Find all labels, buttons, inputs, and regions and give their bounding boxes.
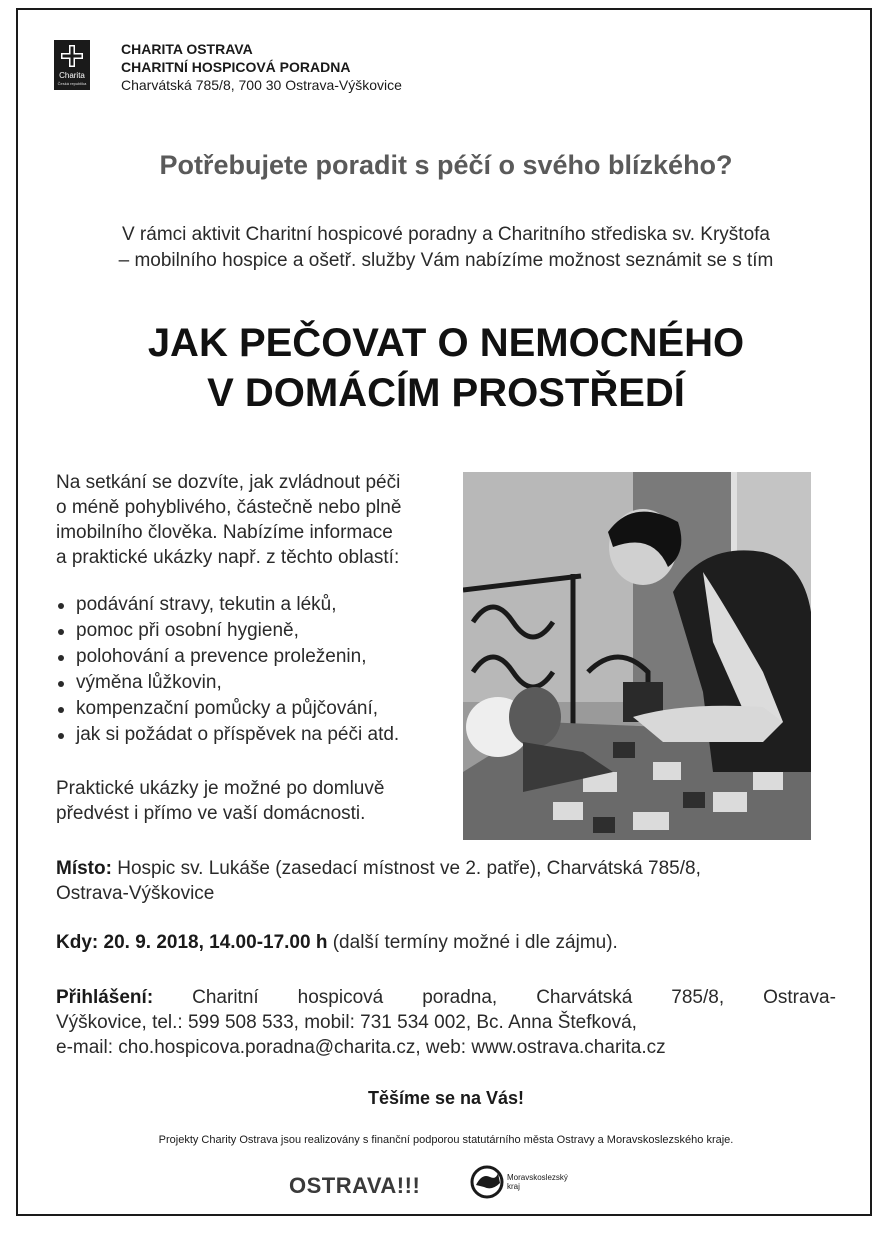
kraj-name bbox=[507, 1173, 568, 1191]
when-label: Kdy: 20. 9. 2018, 14.00-17.00 h bbox=[56, 932, 328, 953]
signup-word: 785/8, bbox=[671, 987, 725, 1008]
organization-block bbox=[121, 40, 402, 94]
title-line-1: JAK PEČOVAT O NEMOCNÉHO bbox=[147, 321, 745, 365]
list-item bbox=[56, 670, 456, 696]
bullet-icon bbox=[58, 733, 64, 739]
signup-word: poradna, bbox=[422, 987, 498, 1008]
kraj-line-2: kraj bbox=[507, 1182, 520, 1191]
moravskoslezsky-kraj-logo bbox=[470, 1163, 580, 1201]
org-name: CHARITA OSTRAVA bbox=[121, 41, 253, 57]
practical-paragraph bbox=[56, 776, 456, 826]
signup-word: Charitní bbox=[192, 987, 259, 1008]
bullet-icon bbox=[58, 603, 64, 609]
place-info bbox=[56, 856, 836, 906]
place-text: Hospic sv. Lukáše (zasedací místnost ve 2. patře), Charvátská 785/8, bbox=[111, 858, 701, 879]
title-line-2: V DOMÁCÍM PROSTŘEDÍ bbox=[207, 371, 685, 415]
question-heading: Potřebujete poradit s péčí o svého blízkého? bbox=[159, 150, 733, 180]
place-text-2: Ostrava-Výškovice bbox=[56, 883, 215, 904]
list-item-text: kompenzační pomůcky a půjčování, bbox=[76, 698, 379, 719]
caregiver-photo bbox=[463, 472, 811, 840]
signup-info bbox=[56, 985, 836, 1060]
org-unit: CHARITNÍ HOSPICOVÁ PORADNA bbox=[121, 59, 351, 75]
practical-line-2: předvést i přímo ve vaší domácnosti. bbox=[56, 803, 366, 824]
signup-word: hospicová bbox=[297, 987, 384, 1008]
charita-logo bbox=[54, 40, 90, 90]
list-item bbox=[56, 696, 456, 722]
kraj-line-1: Moravskoslezský bbox=[507, 1173, 568, 1182]
intro-line-1: V rámci aktivit Charitní hospicové poradny a Charitního střediska sv. Kryštofa bbox=[121, 224, 771, 245]
list-item-text: podávání stravy, tekutin a léků, bbox=[76, 594, 337, 615]
list-item-text: pomoc při osobní hygieně, bbox=[76, 620, 299, 641]
logo-text: Charita bbox=[59, 71, 85, 80]
lead-line-4: a praktické ukázky např. z těchto oblastí: bbox=[56, 547, 400, 568]
lead-line-1: Na setkání se dozvíte, jak zvládnout péči bbox=[56, 472, 401, 493]
funding-note: Projekty Charity Ostrava jsou realizovány s finanční podporou statutárního města Ostravy a Moravskoslezského kraje. bbox=[158, 1134, 734, 1146]
when-info bbox=[56, 930, 836, 955]
lead-paragraph bbox=[56, 470, 456, 570]
bullet-icon bbox=[58, 655, 64, 661]
when-text: (další termíny možné i dle zájmu). bbox=[327, 932, 618, 953]
bullet-icon bbox=[58, 629, 64, 635]
signup-word: Ostrava- bbox=[763, 987, 836, 1008]
topics-list bbox=[56, 592, 456, 748]
list-item bbox=[56, 644, 456, 670]
list-item-text: výměna lůžkovin, bbox=[76, 672, 222, 693]
lead-line-2: o méně pohyblivého, částečně nebo plně bbox=[56, 497, 402, 518]
signup-word: Charvátská bbox=[536, 987, 633, 1008]
signup-line-2: Výškovice, tel.: 599 508 533, mobil: 731 534 002, Bc. Anna Štefková, bbox=[56, 1012, 637, 1033]
list-item-text: polohování a prevence proleženin, bbox=[76, 646, 367, 667]
list-item-text: jak si požádat o příspěvek na péči atd. bbox=[76, 724, 400, 745]
signup-line-3: e-mail: cho.hospicova.poradna@charita.cz, web: www.ostrava.charita.cz bbox=[56, 1037, 666, 1058]
intro-line-2: – mobilního hospice a ošetř. služby Vám nabízíme možnost seznámit se s tím bbox=[118, 250, 774, 271]
signup-label: Přihlášení: bbox=[56, 987, 154, 1008]
place-label: Místo: bbox=[56, 858, 112, 879]
list-item bbox=[56, 618, 456, 644]
main-title bbox=[0, 318, 892, 418]
logo-subtext: Česká republika bbox=[57, 81, 87, 86]
signup-line-1 bbox=[56, 985, 836, 1010]
org-address: Charvátská 785/8, 700 30 Ostrava-Výškovice bbox=[121, 77, 402, 93]
photo-illustration bbox=[463, 472, 811, 840]
bullet-icon bbox=[58, 707, 64, 713]
intro-paragraph bbox=[0, 222, 892, 274]
practical-line-1: Praktické ukázky je možné po domluvě bbox=[56, 778, 385, 799]
cross-icon bbox=[61, 45, 83, 67]
greeting: Těšíme se na Vás! bbox=[367, 1088, 525, 1108]
list-item bbox=[56, 722, 456, 748]
list-item bbox=[56, 592, 456, 618]
bullet-icon bbox=[58, 681, 64, 687]
kraj-emblem-icon bbox=[470, 1165, 504, 1199]
ostrava-logo: OSTRAVA!!! bbox=[289, 1173, 421, 1198]
lead-line-3: imobilního člověka. Nabízíme informace bbox=[56, 522, 393, 543]
